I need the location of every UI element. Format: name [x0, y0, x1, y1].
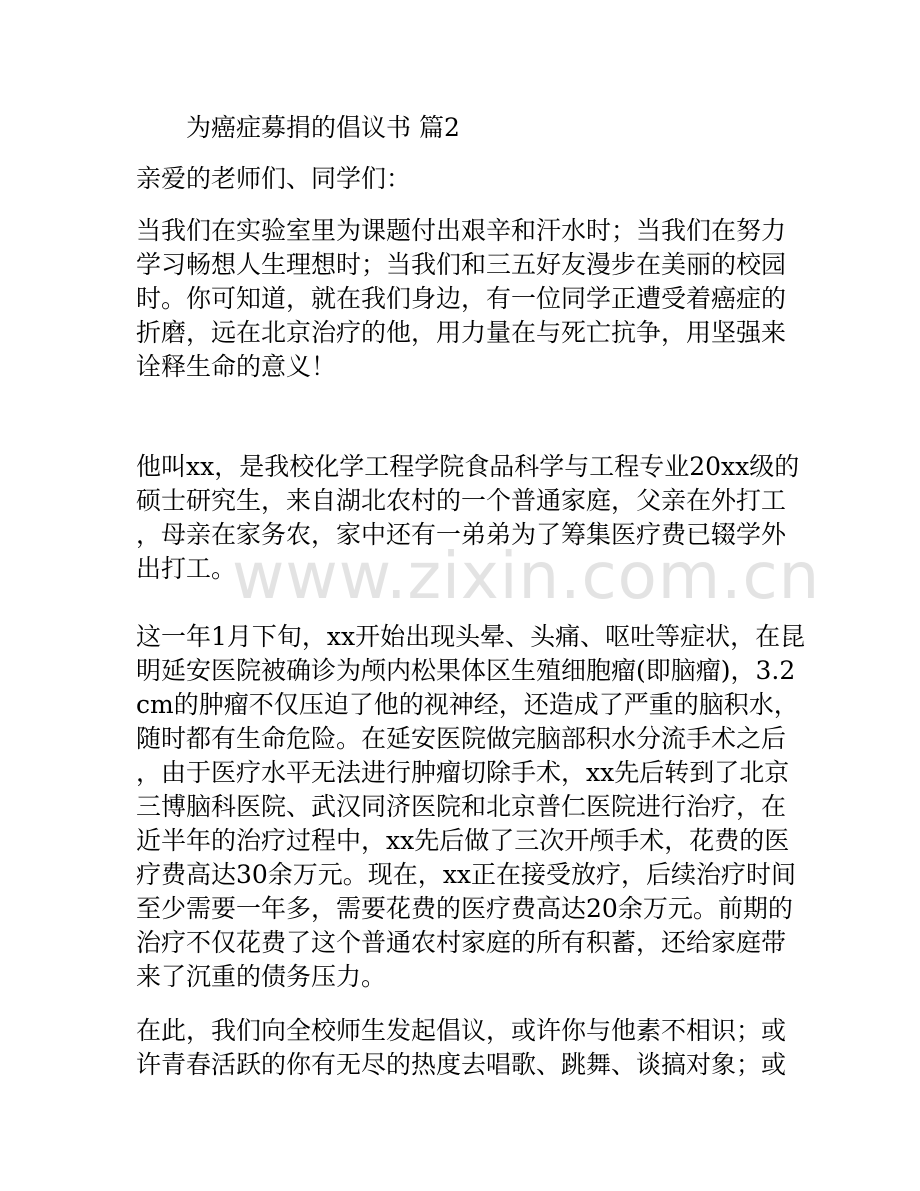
- paragraph-line: ，由于医疗水平无法进行肿瘤切除手术，xx先后转到了北京: [136, 758, 790, 787]
- paragraph-line: 诠释生命的意义！: [136, 352, 337, 381]
- paragraph-line: 在此，我们向全校师生发起倡议，或许你与他素不相识；或: [136, 1016, 787, 1045]
- paragraph-1: [136, 214, 796, 384]
- document-title: 为癌症募捐的倡议书 篇2: [186, 113, 460, 142]
- paragraph-line: 时。你可知道，就在我们身边，有一位同学正遭受着癌症的: [136, 284, 787, 313]
- paragraph-3: [136, 620, 806, 994]
- paragraph-line: 明延安医院被确诊为颅内松果体区生殖细胞瘤(即脑瘤)，3.2: [136, 656, 796, 685]
- paragraph-line: 硕士研究生，来自湖北农村的一个普通家庭，父亲在外打工: [136, 486, 787, 515]
- paragraph-line: 当我们在实验室里为课题付出艰辛和汗水时；当我们在努力: [136, 216, 787, 245]
- salutation: 亲爱的老师们、同学们：: [136, 164, 412, 193]
- paragraph-line: 折磨，远在北京治疗的他，用力量在与死亡抗争，用坚强来: [136, 318, 787, 347]
- paragraph-2: [136, 450, 800, 586]
- paragraph-4: [136, 1014, 796, 1082]
- paragraph-line: 治疗不仅花费了这个普通农村家庭的所有积蓄，还给家庭带: [136, 928, 787, 957]
- paragraph-line: 他叫xx，是我校化学工程学院食品科学与工程专业20xx级的: [136, 452, 800, 481]
- paragraph-line: ，母亲在家务农，家中还有一弟弟为了筹集医疗费已辍学外: [136, 520, 787, 549]
- paragraph-line: 许青春活跃的你有无尽的热度去唱歌、跳舞、谈搞对象；或: [136, 1050, 787, 1079]
- paragraph-line: 出打工。: [136, 554, 237, 583]
- paragraph-line: 来了沉重的债务压力。: [136, 962, 387, 991]
- paragraph-line: 三博脑科医院、武汉同济医院和北京普仁医院进行治疗，在: [136, 792, 787, 821]
- paragraph-line: 随时都有生命危险。在延安医院做完脑部积水分流手术之后: [136, 724, 787, 753]
- paragraph-line: 这一年1月下旬，xx开始出现头晕、头痛、呕吐等症状，在昆: [136, 622, 806, 651]
- paragraph-line: 疗费高达30余万元。现在，xx正在接受放疗，后续治疗时间: [136, 860, 797, 889]
- watermark: www.zixin.com.cn: [232, 540, 821, 614]
- paragraph-line: 至少需要一年多，需要花费的医疗费高达20余万元。前期的: [136, 894, 793, 923]
- paragraph-line: cm的肿瘤不仅压迫了他的视神经，还造成了严重的脑积水，: [136, 690, 799, 719]
- paragraph-line: 学习畅想人生理想时；当我们和三五好友漫步在美丽的校园: [136, 250, 787, 279]
- paragraph-line: 近半年的治疗过程中，xx先后做了三次开颅手术，花费的医: [136, 826, 790, 855]
